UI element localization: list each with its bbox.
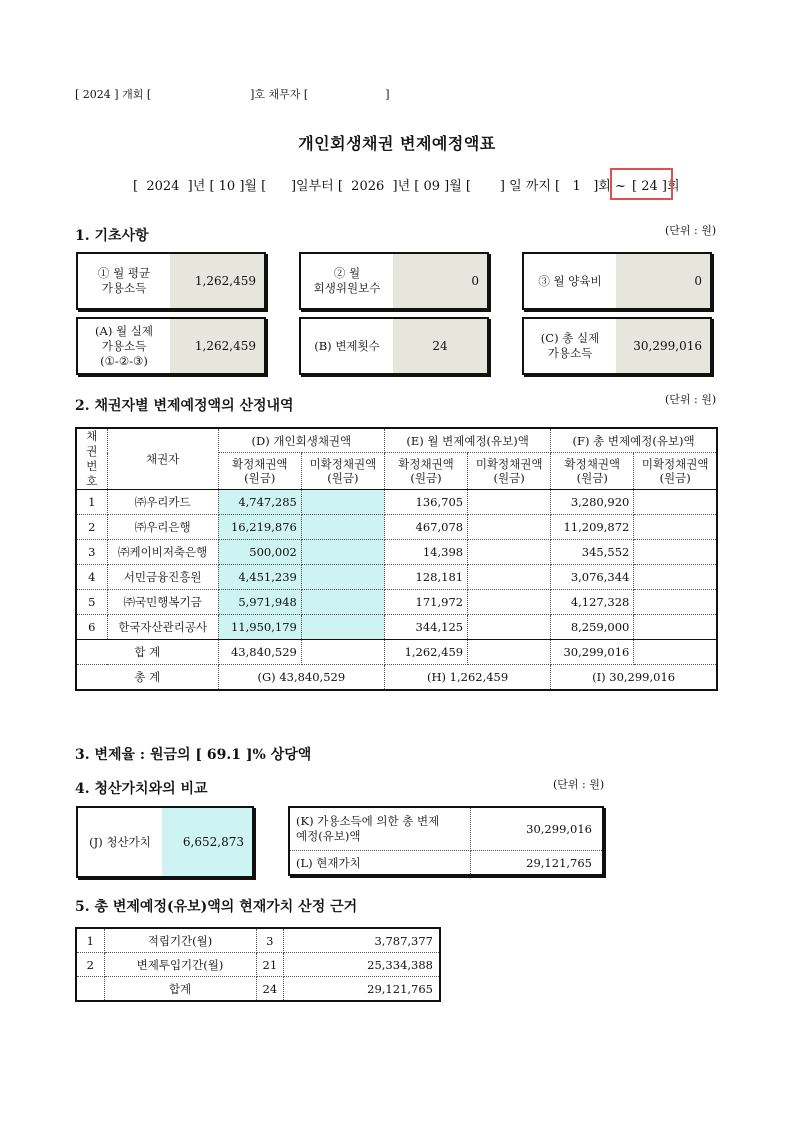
f-confirmed: 8,259,000 [551, 615, 634, 640]
present-value-table [75, 927, 441, 1002]
l-label: (L) 현재가치 [289, 851, 471, 876]
e-confirmed: 14,398 [384, 540, 467, 565]
pv-months: 21 [256, 953, 284, 977]
section3-heading: 3. 변제율 : 원금의 [ 69.1 ]% 상당액 [75, 747, 312, 763]
table-row [76, 540, 717, 565]
creditor-name: ㈜우리은행 [107, 515, 218, 540]
pv-months: 24 [256, 977, 284, 1002]
basic-box-label: ② 월 회생위원보수 [313, 266, 381, 295]
col-header-confirmed: 확정채권액 (원금) [384, 453, 467, 490]
col-header-confirmed: 확정채권액 (원금) [218, 453, 301, 490]
section4-unit: (단위 : 원) [553, 778, 605, 791]
e-unconfirmed [468, 615, 551, 640]
e-confirmed: 128,181 [384, 565, 467, 590]
basic-box-value: 1,262,459 [170, 254, 264, 308]
table-row [76, 615, 717, 640]
f-unconfirmed [634, 490, 717, 515]
creditor-name: 한국자산관리공사 [107, 615, 218, 640]
d-confirmed: 11,950,179 [218, 615, 301, 640]
f-unconfirmed [634, 565, 717, 590]
creditor-name: ㈜국민행복기금 [107, 590, 218, 615]
pv-label: 변제투입기간(월) [104, 953, 256, 977]
creditor-name: 서민금융진흥원 [107, 565, 218, 590]
f-confirmed: 4,127,328 [551, 590, 634, 615]
f-confirmed: 3,280,920 [551, 490, 634, 515]
total-i: (I) 30,299,016 [551, 665, 717, 691]
creditor-name: ㈜케이비저축은행 [107, 540, 218, 565]
basic-box-1 [76, 252, 266, 310]
d-unconfirmed [301, 615, 384, 640]
basic-box-label: (C) 총 실제 가용소득 [540, 331, 600, 360]
section4-heading: 4. 청산가치와의 비교 [75, 781, 208, 797]
table-row [76, 565, 717, 590]
creditor-no: 6 [76, 615, 107, 640]
pv-no: 1 [76, 928, 104, 953]
f-confirmed: 3,076,344 [551, 565, 634, 590]
basic-box-4 [76, 317, 266, 375]
sum-label: 합 계 [76, 640, 218, 665]
basic-box-label: (B) 변제횟수 [314, 338, 380, 353]
d-confirmed: 4,451,239 [218, 565, 301, 590]
col-header-f: (F) 총 변제예정(유보)액 [551, 428, 717, 453]
pv-amount: 29,121,765 [284, 977, 440, 1002]
section1-heading: 1. 기초사항 [75, 228, 149, 244]
col-header-no: 채권 번호 [76, 428, 107, 490]
section2-heading: 2. 채권자별 변제예정액의 산정내역 [75, 398, 294, 414]
col-header-unconfirmed: 미확정채권액 (원금) [468, 453, 551, 490]
e-unconfirmed [468, 540, 551, 565]
f-unconfirmed [634, 540, 717, 565]
basic-box-value: 24 [393, 319, 487, 373]
liquidation-label: (J) 청산가치 [89, 834, 151, 849]
e-confirmed: 467,078 [384, 515, 467, 540]
creditor-no: 4 [76, 565, 107, 590]
basic-box-value: 0 [616, 254, 710, 308]
e-unconfirmed [468, 590, 551, 615]
col-header-unconfirmed: 미확정채권액 (원금) [634, 453, 717, 490]
liquidation-value: 6,652,873 [162, 808, 252, 876]
basic-box-value: 0 [393, 254, 487, 308]
basic-box-3 [522, 252, 712, 310]
d-confirmed: 16,219,876 [218, 515, 301, 540]
d-unconfirmed [301, 515, 384, 540]
f-unconfirmed [634, 615, 717, 640]
table-row [76, 977, 440, 1002]
basic-box-6 [522, 317, 712, 375]
table-row [76, 928, 440, 953]
d-confirmed: 500,002 [218, 540, 301, 565]
basic-box-label: (A) 월 실제 가용소득 (①-②-③) [95, 323, 153, 368]
section2-unit: (단위 : 원) [665, 393, 717, 406]
k-label: (K) 가용소득에 의한 총 변제 예정(유보)액 [289, 807, 471, 851]
pv-no: 2 [76, 953, 104, 977]
creditor-no: 2 [76, 515, 107, 540]
f-unconfirmed [634, 590, 717, 615]
basic-box-2 [299, 252, 489, 310]
e-confirmed: 171,972 [384, 590, 467, 615]
e-unconfirmed [468, 565, 551, 590]
sum-d: 43,840,529 [218, 640, 301, 665]
e-confirmed: 136,705 [384, 490, 467, 515]
total-h: (H) 1,262,459 [384, 665, 550, 691]
period-line [133, 175, 680, 194]
basic-box-label: ③ 월 양육비 [538, 273, 602, 288]
basic-box-5 [299, 317, 489, 375]
case-number-line [75, 86, 390, 102]
table-row [76, 490, 717, 515]
e-confirmed: 344,125 [384, 615, 467, 640]
creditor-table [75, 427, 718, 691]
col-header-unconfirmed: 미확정채권액 (원금) [301, 453, 384, 490]
case-end: ] [385, 88, 390, 101]
total-g: (G) 43,840,529 [218, 665, 384, 691]
period-text: [ 2024 ]년 [ 10 ]월 [ ]일부터 [ 2026 ]년 [ 09 ]월 [ ] 일 까지 [ 1 ]회 ~ [133, 179, 626, 194]
l-value: 29,121,765 [526, 855, 592, 870]
sum-e: 1,262,459 [384, 640, 467, 665]
highlight-box [610, 168, 673, 200]
f-confirmed: 11,209,872 [551, 515, 634, 540]
d-unconfirmed [301, 565, 384, 590]
pv-no [76, 977, 104, 1002]
pv-months: 3 [256, 928, 284, 953]
e-unconfirmed [468, 515, 551, 540]
creditor-no: 5 [76, 590, 107, 615]
d-confirmed: 5,971,948 [218, 590, 301, 615]
basic-box-value: 30,299,016 [616, 319, 710, 373]
d-unconfirmed [301, 590, 384, 615]
d-unconfirmed [301, 540, 384, 565]
col-header-creditor: 채권자 [107, 428, 218, 490]
comparison-table [288, 806, 604, 876]
basic-box-value: 1,262,459 [170, 319, 264, 373]
pv-label: 적립기간(월) [104, 928, 256, 953]
table-row [76, 590, 717, 615]
e-unconfirmed [468, 490, 551, 515]
total-label: 총 계 [76, 665, 218, 691]
creditor-name: ㈜우리카드 [107, 490, 218, 515]
creditor-no: 1 [76, 490, 107, 515]
col-header-e: (E) 월 변제예정(유보)액 [384, 428, 550, 453]
f-confirmed: 345,552 [551, 540, 634, 565]
table-row [76, 515, 717, 540]
basic-box-label: ① 월 평균 가용소득 [97, 266, 151, 295]
col-header-d: (D) 개인회생채권액 [218, 428, 384, 453]
sum-f: 30,299,016 [551, 640, 634, 665]
case-year: [ 2024 ] 개회 [ [75, 88, 152, 101]
d-unconfirmed [301, 490, 384, 515]
d-confirmed: 4,747,285 [218, 490, 301, 515]
section5-heading: 5. 총 변제예정(유보)액의 현재가치 산정 근거 [75, 899, 358, 915]
liquidation-box [76, 806, 254, 878]
page-title: 개인회생채권 변제예정액표 [298, 134, 496, 153]
k-value: 30,299,016 [471, 807, 604, 851]
creditor-no: 3 [76, 540, 107, 565]
f-unconfirmed [634, 515, 717, 540]
period-last-round: [ 24 ]회 [632, 179, 680, 194]
table-row [76, 953, 440, 977]
pv-label: 합계 [104, 977, 256, 1002]
pv-amount: 25,334,388 [284, 953, 440, 977]
col-header-confirmed: 확정채권액 (원금) [551, 453, 634, 490]
section1-unit: (단위 : 원) [665, 224, 717, 237]
pv-amount: 3,787,377 [284, 928, 440, 953]
case-ho: ]호 채무자 [ [250, 88, 309, 101]
